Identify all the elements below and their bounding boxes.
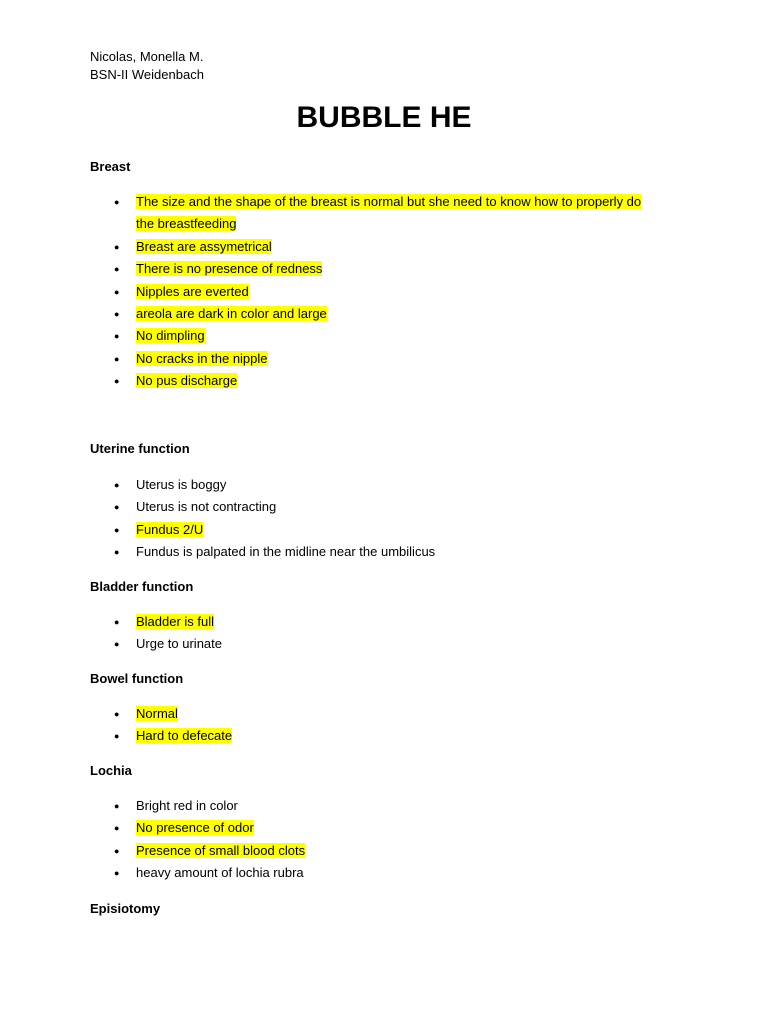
list-item-text: Nipples are everted xyxy=(136,283,249,299)
uterine-list xyxy=(90,474,690,564)
list-item xyxy=(90,795,690,817)
bullet-icon: ● xyxy=(114,264,120,275)
bladder-list xyxy=(90,611,690,656)
bullet-icon: ● xyxy=(114,639,120,650)
section-heading-episiotomy: Episiotomy xyxy=(90,901,161,916)
bullet-icon: ● xyxy=(114,286,120,297)
list-item xyxy=(90,633,690,655)
bullet-icon: ● xyxy=(114,524,120,535)
bullet-icon: ● xyxy=(114,353,120,364)
list-item xyxy=(90,370,690,392)
list-item-text: Uterus is not contracting xyxy=(136,499,277,515)
bullet-icon: ● xyxy=(114,331,120,342)
list-item xyxy=(90,258,690,280)
list-item-text: The size and the shape of the breast is normal but she need to know how to properly do xyxy=(136,194,642,209)
bullet-icon: ● xyxy=(114,709,120,719)
bullet-icon: ● xyxy=(114,823,120,834)
section-heading-breast: Breast xyxy=(90,159,131,174)
bullet-icon: ● xyxy=(114,309,120,320)
bullet-icon: ● xyxy=(114,376,120,387)
bullet-icon: ● xyxy=(114,502,120,513)
list-item xyxy=(90,474,690,496)
list-item xyxy=(90,703,690,725)
list-item-text: No cracks in the nipple xyxy=(136,350,268,366)
list-item-text: Bladder is full xyxy=(136,614,215,629)
list-item-text: areola are dark in color and large xyxy=(136,306,327,322)
bullet-icon: ● xyxy=(114,197,120,207)
list-item xyxy=(90,281,690,303)
list-item xyxy=(90,611,690,633)
list-item-text: Breast are assymetrical xyxy=(136,238,272,254)
list-item-text: No pus discharge xyxy=(136,373,238,389)
bullet-icon: ● xyxy=(114,547,120,558)
list-item xyxy=(90,236,690,258)
bullet-icon: ● xyxy=(114,241,120,252)
list-item xyxy=(90,325,690,347)
list-item-text: Hard to defecate xyxy=(136,728,233,744)
author-name: Nicolas, Monella M. xyxy=(90,49,204,64)
list-item-text: Normal xyxy=(136,706,178,721)
list-item xyxy=(90,303,690,325)
document-title: BUBBLE HE xyxy=(296,101,472,134)
list-item xyxy=(90,541,690,563)
list-item xyxy=(90,840,690,862)
list-item xyxy=(90,496,690,518)
list-item-text: heavy amount of lochia rubra xyxy=(136,865,304,881)
list-item xyxy=(90,862,690,884)
author-program: BSN-II Weidenbach xyxy=(90,67,204,82)
list-item-text-continued: the breastfeeding xyxy=(136,216,237,232)
list-item xyxy=(90,725,690,747)
bowel-list xyxy=(90,703,690,748)
bullet-icon: ● xyxy=(114,731,120,742)
list-item-text: There is no presence of redness xyxy=(136,261,323,277)
lochia-list xyxy=(90,795,690,885)
bullet-icon: ● xyxy=(114,480,120,490)
bullet-icon: ● xyxy=(114,617,120,627)
author-header xyxy=(90,48,204,84)
list-item xyxy=(90,817,690,839)
section-heading-bladder: Bladder function xyxy=(90,579,194,594)
list-item-text: Fundus is palpated in the midline near the umbilicus xyxy=(136,544,436,560)
breast-list xyxy=(90,191,690,393)
list-item xyxy=(90,191,690,236)
bullet-icon: ● xyxy=(114,801,120,811)
list-item xyxy=(90,519,690,541)
bullet-icon: ● xyxy=(114,845,120,856)
section-heading-uterine: Uterine function xyxy=(90,441,190,456)
section-heading-lochia: Lochia xyxy=(90,763,132,778)
list-item-text: Bright red in color xyxy=(136,798,238,813)
list-item-text: No presence of odor xyxy=(136,820,254,836)
list-item-text: Fundus 2/U xyxy=(136,521,204,537)
list-item-text: No dimpling xyxy=(136,328,205,344)
bullet-icon: ● xyxy=(114,868,120,879)
list-item-text: Presence of small blood clots xyxy=(136,842,306,858)
list-item-text: Uterus is boggy xyxy=(136,477,227,492)
section-heading-bowel: Bowel function xyxy=(90,671,184,686)
list-item xyxy=(90,348,690,370)
list-item-text: Urge to urinate xyxy=(136,636,222,652)
